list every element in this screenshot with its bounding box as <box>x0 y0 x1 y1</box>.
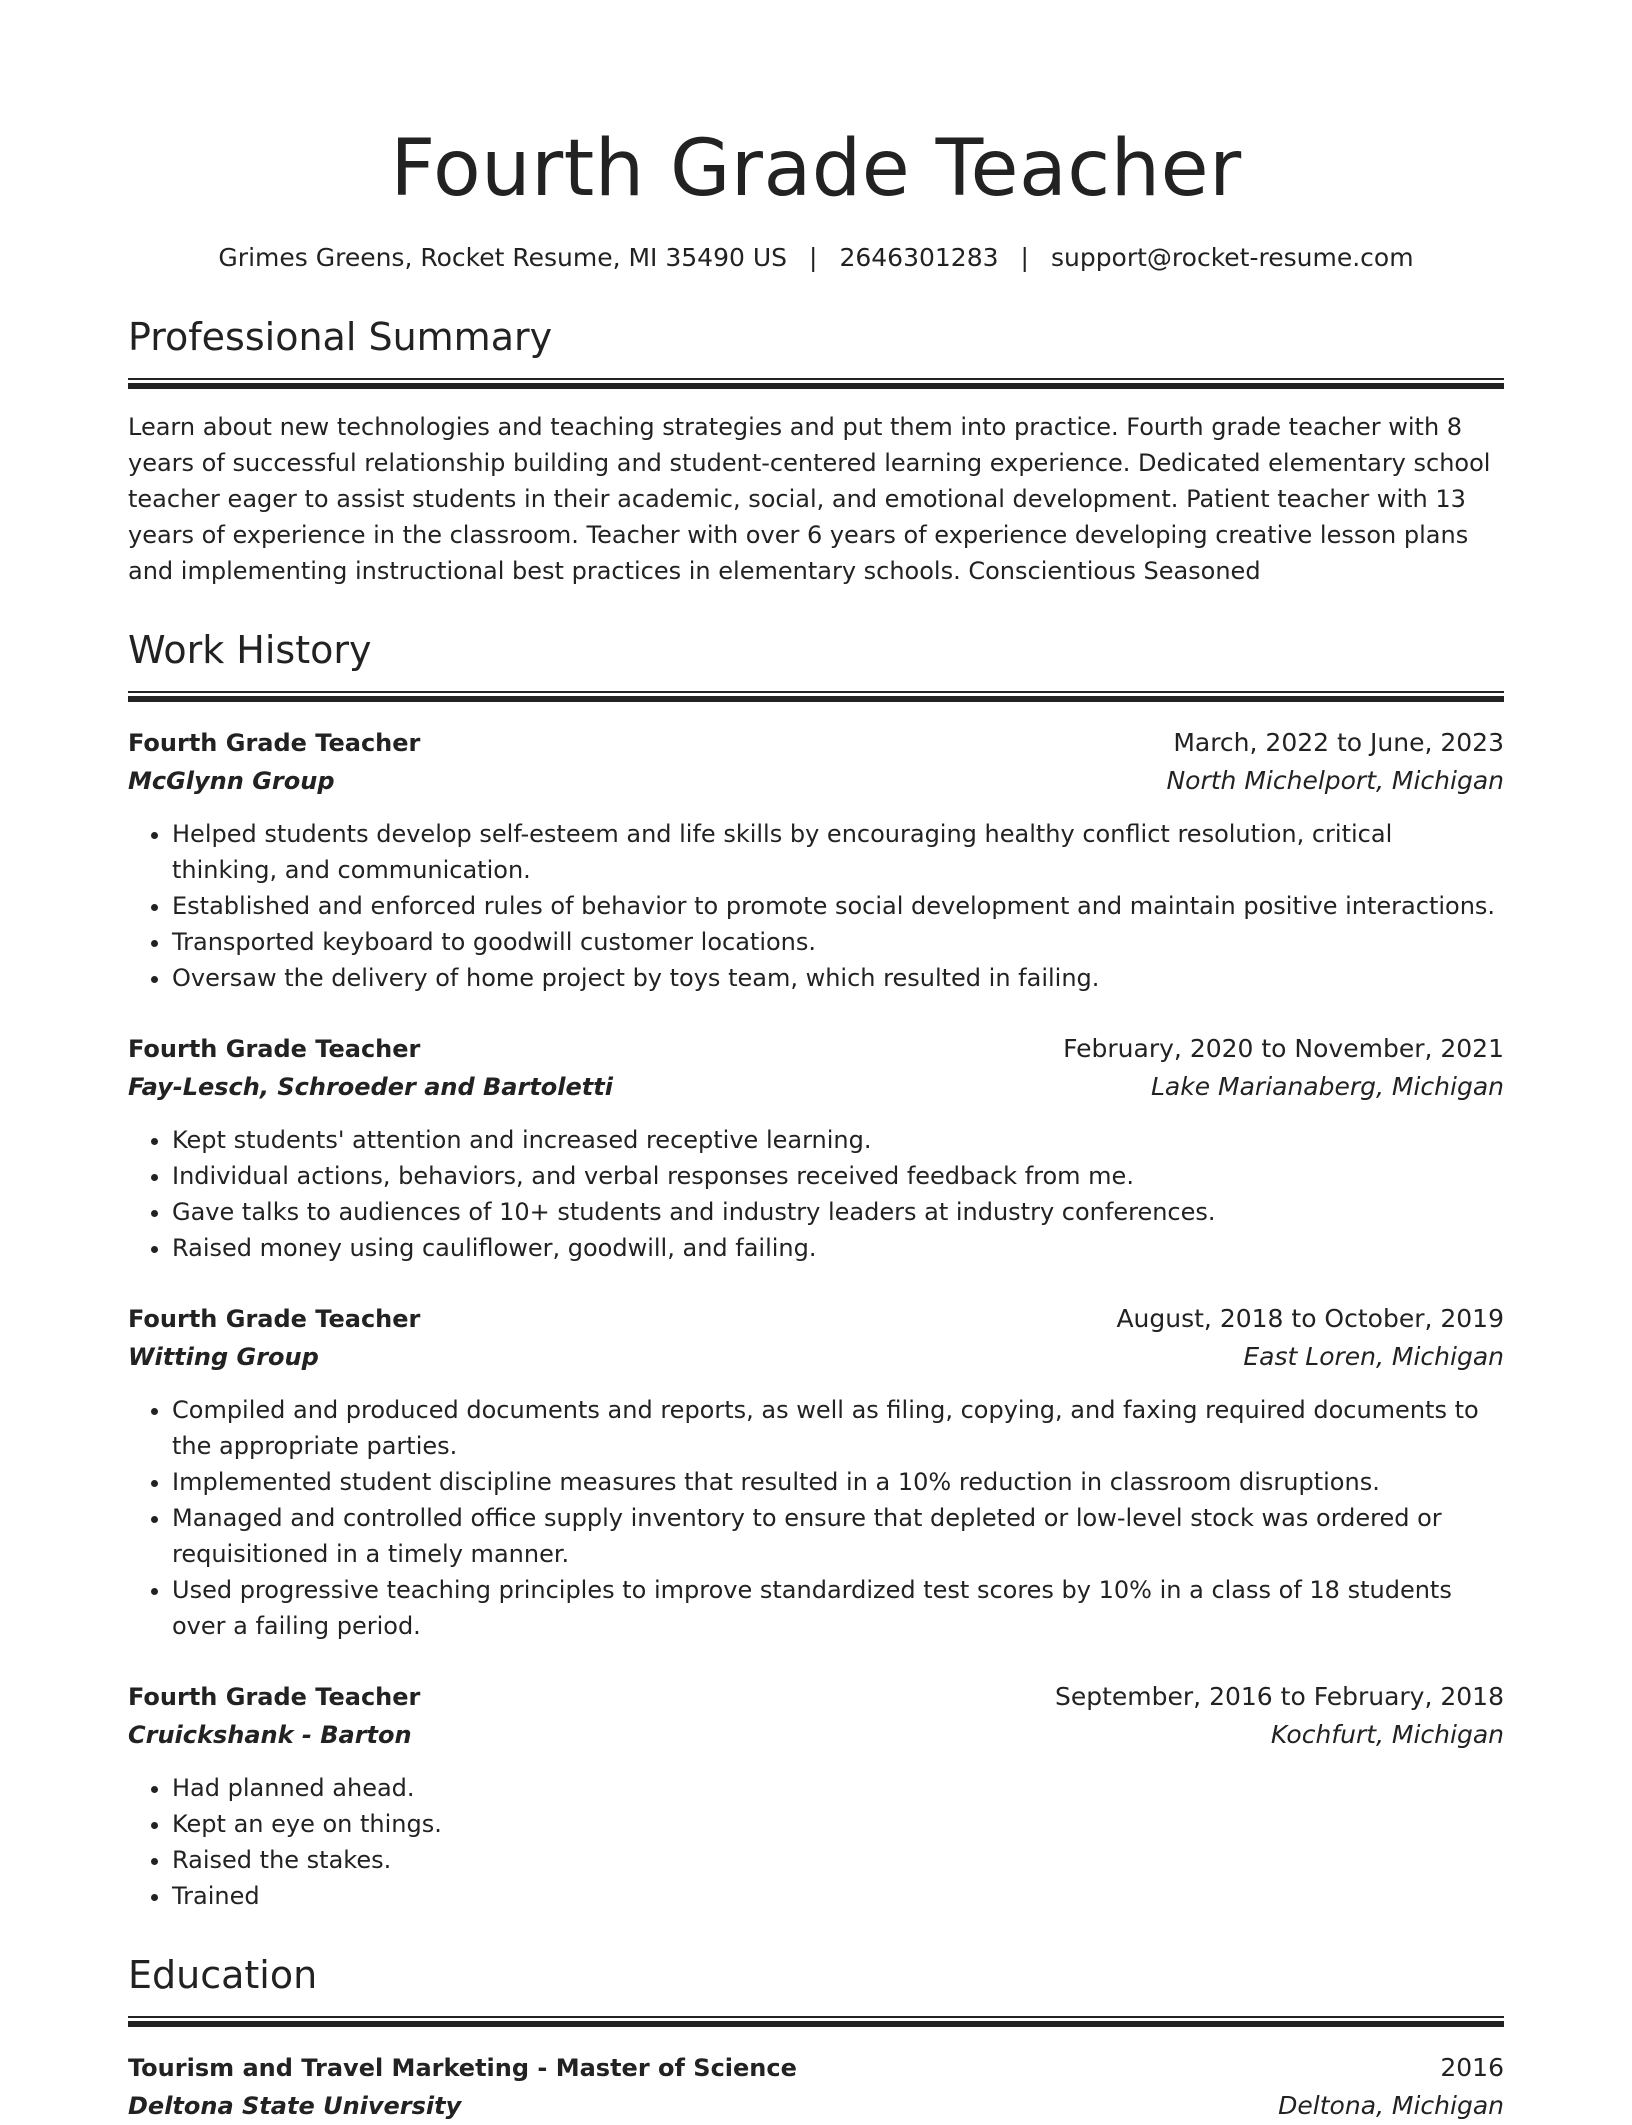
job-bullets <box>128 816 1504 996</box>
job-bullets <box>128 1122 1504 1266</box>
job-location: North Michelport, Michigan <box>1166 766 1504 795</box>
contact-separator: | <box>1020 243 1029 272</box>
job-company: Fay-Lesch, Schroeder and Bartoletti <box>128 1073 613 1101</box>
job-company-row <box>128 1716 1504 1754</box>
job-bullet: • Oversaw the delivery of home project by toys team, which resulted in failing. <box>172 960 1504 996</box>
job-dates: March, 2022 to June, 2023 <box>1173 728 1504 757</box>
job-company-row <box>128 1338 1504 1376</box>
section-divider <box>128 2016 1504 2018</box>
job-bullet: • Implemented student discipline measures that resulted in a 10% reduction in classroom disruptions. <box>172 1464 1504 1500</box>
job-company-row <box>128 762 1504 800</box>
work-history-section <box>128 627 1504 1914</box>
education-school-row <box>128 2087 1504 2125</box>
job-bullet: • Raised money using cauliflower, goodwill, and failing. <box>172 1230 1504 1266</box>
job-location: East Loren, Michigan <box>1243 1342 1504 1371</box>
job-header-row <box>128 724 1504 762</box>
education-heading: Education <box>128 1953 318 1997</box>
job-entry <box>128 1030 1504 1266</box>
education-header-row <box>128 2049 1504 2087</box>
contact-email[interactable]: support@rocket-resume.com <box>1050 243 1414 272</box>
job-title: Fourth Grade Teacher <box>128 1683 421 1711</box>
summary-section <box>128 314 1504 589</box>
job-title: Fourth Grade Teacher <box>128 1035 421 1063</box>
job-entry <box>128 724 1504 996</box>
contact-phone: 2646301283 <box>839 243 999 272</box>
job-header-row <box>128 1030 1504 1068</box>
job-bullets <box>128 1392 1504 1644</box>
job-dates: September, 2016 to February, 2018 <box>1055 1682 1504 1711</box>
job-dates: February, 2020 to November, 2021 <box>1063 1034 1504 1063</box>
job-title: Fourth Grade Teacher <box>128 1305 421 1333</box>
job-company: Witting Group <box>128 1343 319 1371</box>
job-company: Cruickshank - Barton <box>128 1721 412 1749</box>
job-header-row <box>128 1300 1504 1338</box>
candidate-name: Fourth Grade Teacher <box>390 124 1242 214</box>
job-header-row <box>128 1678 1504 1716</box>
job-bullet: • Trained <box>172 1878 1504 1914</box>
section-divider <box>128 691 1504 693</box>
job-bullet: • Gave talks to audiences of 10+ students and industry leaders at industry conferences. <box>172 1194 1504 1230</box>
resume-content <box>128 118 1504 2125</box>
job-bullet: • Kept an eye on things. <box>172 1806 1504 1842</box>
job-bullet: • Kept students' attention and increased receptive learning. <box>172 1122 1504 1158</box>
job-company: McGlynn Group <box>128 767 335 795</box>
education-location: Deltona, Michigan <box>1278 2091 1504 2120</box>
summary-text: Learn about new technologies and teaching strategies and put them into practice. Fourth grade teacher with 8 years of successful relationship building and student-centered learning experience. Dedicated elementary school teacher eager to assist students in their academic, social, and emotional development. Patient teacher with 13 years of experience in the classroom. Teacher with over 6 years of experience developing creative lesson plans and implementing instructional best practices in elementary schools. Conscientious Seasoned <box>128 413 1491 585</box>
work-history-heading: Work History <box>128 628 372 672</box>
section-divider <box>128 378 1504 380</box>
job-location: Kochfurt, Michigan <box>1270 1720 1504 1749</box>
job-bullet: • Compiled and produced documents and reports, as well as filing, copying, and faxing required documents to the appropriate parties. <box>172 1392 1504 1464</box>
job-entry <box>128 1300 1504 1644</box>
education-section <box>128 1952 1504 2125</box>
job-bullet: • Individual actions, behaviors, and verbal responses received feedback from me. <box>172 1158 1504 1194</box>
summary-heading: Professional Summary <box>128 315 553 359</box>
contact-line <box>128 240 1504 276</box>
job-title: Fourth Grade Teacher <box>128 729 421 757</box>
job-bullet: • Established and enforced rules of behavior to promote social development and maintain positive interactions. <box>172 888 1504 924</box>
contact-separator: | <box>809 243 818 272</box>
job-dates: August, 2018 to October, 2019 <box>1116 1304 1504 1333</box>
job-bullet: • Transported keyboard to goodwill customer locations. <box>172 924 1504 960</box>
education-year: 2016 <box>1440 2053 1504 2082</box>
job-bullets <box>128 1770 1504 1914</box>
education-degree: Tourism and Travel Marketing - Master of Science <box>128 2054 797 2082</box>
job-location: Lake Marianaberg, Michigan <box>1150 1072 1504 1101</box>
job-bullet: • Helped students develop self-esteem and life skills by encouraging healthy conflict resolution, critical thinking, and communication. <box>172 816 1504 888</box>
education-school: Deltona State University <box>128 2092 462 2120</box>
job-bullet: • Raised the stakes. <box>172 1842 1504 1878</box>
job-bullet: • Used progressive teaching principles to improve standardized test scores by 10% in a class of 18 students over a failing period. <box>172 1572 1504 1644</box>
job-entry <box>128 1678 1504 1914</box>
job-bullet: • Managed and controlled office supply inventory to ensure that depleted or low-level stock was ordered or requisitioned in a timely manner. <box>172 1500 1504 1572</box>
education-entry <box>128 2049 1504 2125</box>
job-company-row <box>128 1068 1504 1106</box>
contact-address: Grimes Greens, Rocket Resume, MI 35490 US <box>218 243 788 272</box>
job-bullet: • Had planned ahead. <box>172 1770 1504 1806</box>
